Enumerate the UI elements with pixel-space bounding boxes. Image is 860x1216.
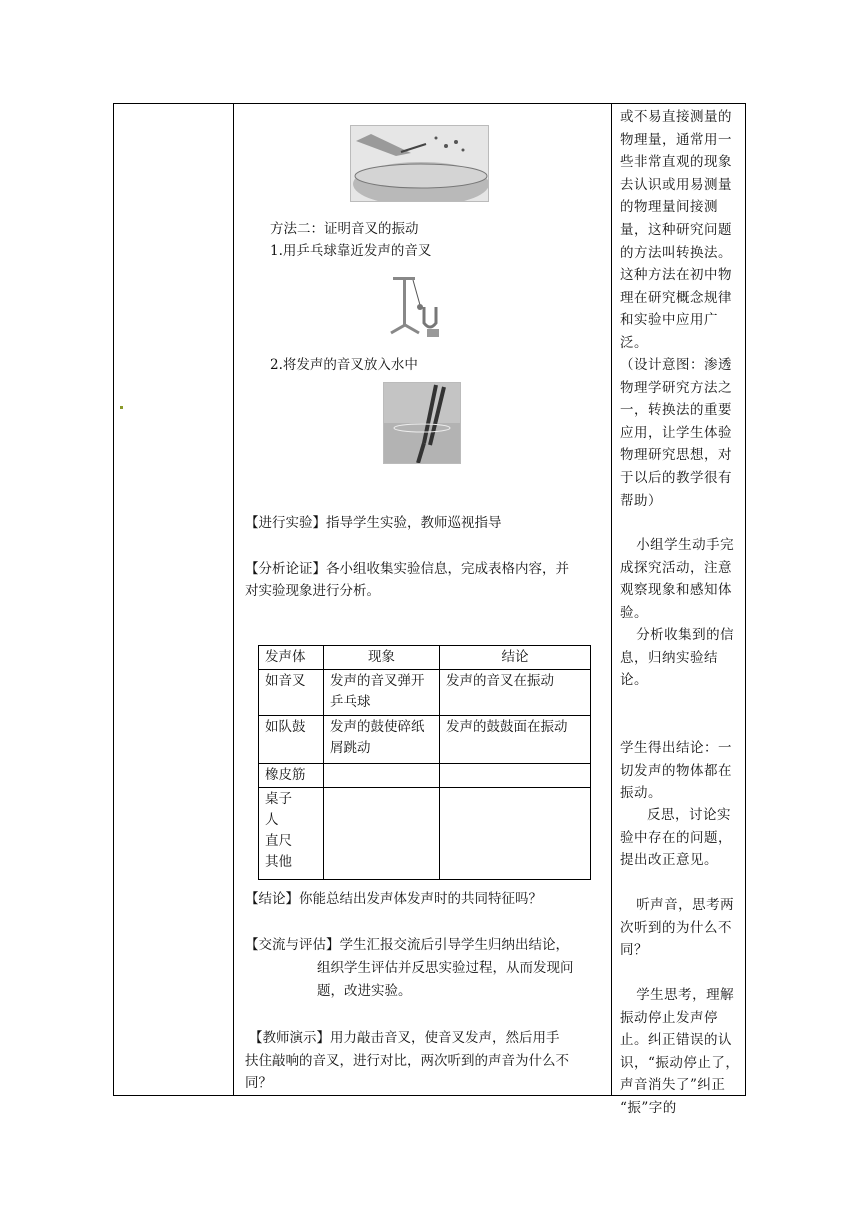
design-intent-column <box>614 104 745 1116</box>
table-cell: 发声的鼓使碎纸屑跳动 <box>324 716 440 764</box>
conclusion-line: 【结论】你能总结出发声体发声时的共同特征吗？ <box>245 891 542 907</box>
reflection-note: 反思，讨论实验中存在的问题，提出改正意见。 <box>620 807 732 869</box>
fork-ball-image <box>389 267 447 341</box>
conclusion-note: 学生得出结论：一切发声的物体都在振动。 <box>620 740 732 802</box>
design-intent-note: （设计意图：渗透物理学研究方法之一，转换法的重要应用，让学生体验物理研究思想，对于以后的教学很有帮助） <box>620 357 732 509</box>
exchange-line2: 组织学生评估并反思实验过程，从而发现问 <box>317 960 574 976</box>
analysis-line1: 【分析论证】各小组收集实验信息，完成表格内容，并 <box>245 561 569 577</box>
experiment-line: 【进行实验】指导学生实验，教师巡视指导 <box>245 515 502 531</box>
activity-column <box>235 104 612 1095</box>
method2-title: 方法二：证明音叉的振动 <box>270 221 419 237</box>
table-cell: 如音叉 <box>259 670 324 716</box>
student-activity-note: 小组学生动手完成探究活动，注意观察现象和感知体验。 <box>620 537 735 621</box>
drum-experiment-image <box>350 125 489 202</box>
table-cell: 发声的音叉弹开乒乓球 <box>324 670 440 716</box>
analysis-note: 分析收集到的信息，归纳实验结论。 <box>620 627 735 689</box>
results-table <box>258 645 591 880</box>
demo-line2: 扶住敲响的音叉，进行对比，两次听到的声音为什么不 <box>245 1053 569 1069</box>
demo-line3: 同？ <box>245 1075 272 1091</box>
table-cell: 发声的音叉在振动 <box>440 670 591 716</box>
table-cell <box>324 788 440 880</box>
table-cell <box>440 788 591 880</box>
header-cell: 现象 <box>324 646 440 670</box>
understanding-note: 学生思考，理解振动停止发声停止。纠正错误的认识，“振动停止了，声音消失了”纠正 “振”字的 <box>620 987 740 1116</box>
lesson-table <box>113 103 746 1116</box>
header-cell: 结论 <box>440 646 591 670</box>
exchange-line3: 题，改进实验。 <box>317 983 412 999</box>
table-cell <box>440 764 591 788</box>
table-cell: 桌子 人 直尺 其他 <box>259 788 324 880</box>
table-cell: 如队鼓 <box>259 716 324 764</box>
table-cell <box>324 764 440 788</box>
method-explanation: 或不易直接测量的物理量，通常用一些非常直观的现象去认识或用易测量的物理量间接测量，这种研究问题的方法叫转换法。这种方法在初中物理在研究概念规律和实验中应用广泛。 <box>620 109 732 351</box>
table-cell: 橡皮筋 <box>259 764 324 788</box>
column-divider <box>233 104 234 1095</box>
analysis-line2: 对实验现象进行分析。 <box>245 583 380 599</box>
exchange-line1: 【交流与评估】学生汇报交流后引导学生归纳出结论， <box>245 937 569 953</box>
table-cell: 发声的鼓鼓面在振动 <box>440 716 591 764</box>
step1-text: 1.用乒乓球靠近发声的音叉 <box>270 243 432 259</box>
header-cell: 发声体 <box>259 646 324 670</box>
demo-line1: 【教师演示】用力敲击音叉，使音叉发声，然后用手 <box>249 1030 560 1046</box>
step2-text: 2.将发声的音叉放入水中 <box>270 357 418 373</box>
left-column-mark <box>120 406 123 409</box>
fork-water-image <box>383 382 461 464</box>
listening-note: 听声音，思考两次听到的为什么不同？ <box>620 897 735 959</box>
